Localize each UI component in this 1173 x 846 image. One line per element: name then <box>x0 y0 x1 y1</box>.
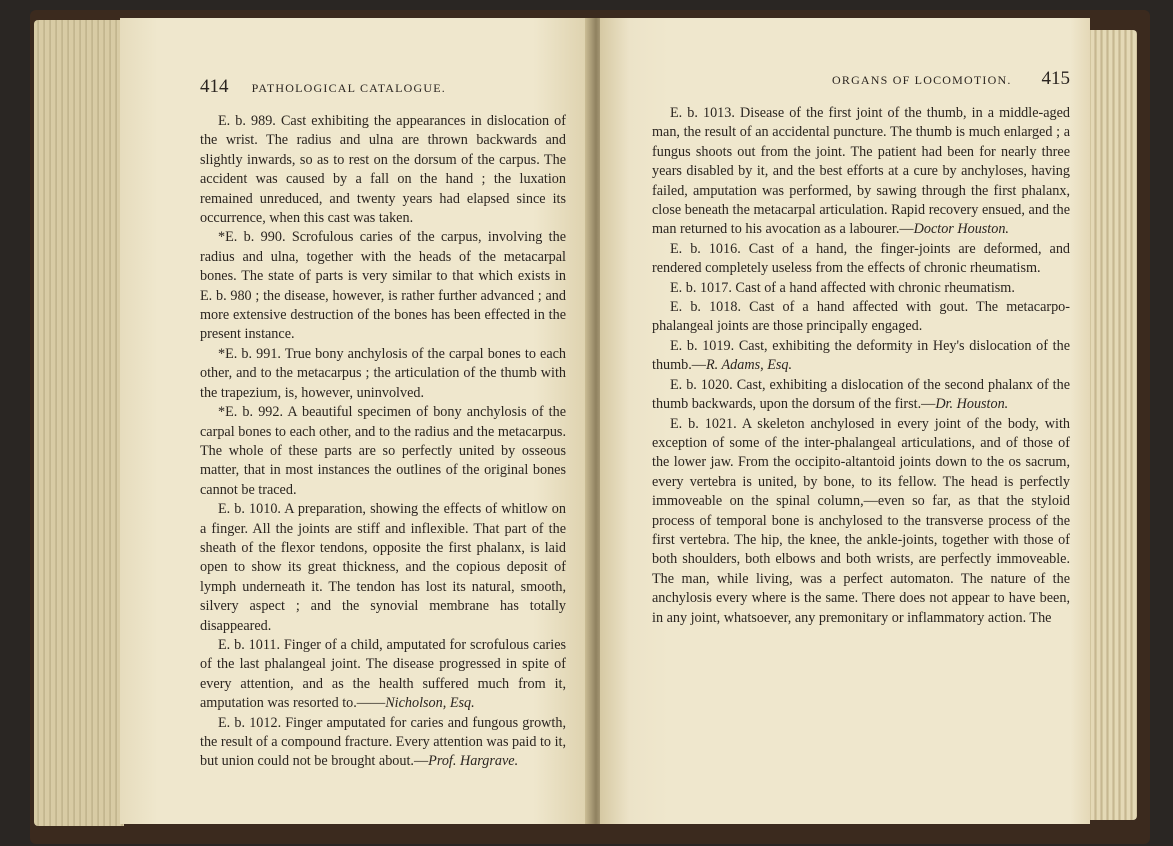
entry-reference: E. b. 989. <box>218 113 276 129</box>
entry-text: Cast, exhibiting a dislocation of the second phalanx of the thumb backwards, upon the dorsum of the first.— <box>652 376 1070 413</box>
catalogue-entry <box>652 376 1070 415</box>
catalogue-entry <box>652 298 1070 337</box>
entry-reference: *E. b. 990. <box>218 229 286 246</box>
entry-reference: *E. b. 991. <box>218 345 281 362</box>
entry-contributor: Dr. Houston. <box>935 396 1009 413</box>
catalogue-entry <box>652 337 1070 376</box>
entry-text: A preparation, showing the effects of whitlow on a finger. All the joints are stiff and inflexible. That part of the sheath of the flexor tendons, opposite the first phalanx, is laid open to show its great thickness, and the copious deposit of lymph underneath it. The tendon has lost its natural, smooth, silvery aspect ; and the synovial membrane has totally disappeared. <box>200 501 566 634</box>
entry-text: Cast, exhibiting the deformity in Hey's dislocation of the thumb.— <box>652 337 1070 374</box>
entry-contributor: Doctor Houston. <box>913 221 1009 238</box>
entry-reference: E. b. 1012. <box>218 714 282 731</box>
entry-reference: E. b. 1010. <box>218 501 281 518</box>
catalogue-entry <box>200 714 566 772</box>
entry-contributor: R. Adams, Esq. <box>706 357 793 374</box>
entry-reference: E. b. 1018. <box>670 299 742 316</box>
running-head <box>652 68 1070 94</box>
left-page <box>120 18 590 824</box>
entry-reference: E. b. 1019. <box>670 337 735 354</box>
entry-reference: E. b. 1016. <box>670 240 741 257</box>
entry-text: A skeleton anchylosed in every joint of the body, with exception of some of the inter-phalangeal articulations, and of those of the lower jaw. From the occipito-altantoid joints down to the os sacrum, every vertebra is united, by bone, to its fellow. The head is perfectly immoveable on the spinal column,—even so far, as that the styloid process of temporal bone is anchylosed to the transverse process of the first vertebra. The hip, the knee, the ankle-joints, together with those of both shoulders, both elbows and both wrists, are perfectly immoveable. The man, while living, was a perfect automaton. The nature of the anchylosis every where is the same. There does not appear to have been, in any joint, whatsoever, any premonitary or inflammatory action. The <box>652 415 1071 626</box>
entry-contributor: Prof. Hargrave. <box>428 753 519 770</box>
catalogue-entry <box>200 500 566 636</box>
page-edges-right <box>1085 30 1137 820</box>
catalogue-entry <box>200 636 566 714</box>
catalogue-entry <box>200 228 566 344</box>
entry-reference: E. b. 1021. <box>670 415 737 432</box>
catalogue-entry <box>652 279 1070 298</box>
catalogue-entry <box>200 345 566 403</box>
left-page-text <box>200 112 566 772</box>
entry-text: Cast of a hand affected with chronic rheumatism. <box>735 279 1015 296</box>
page-number: 415 <box>1041 68 1070 89</box>
entry-text: Cast exhibiting the appearances in dislocation of the wrist. The radius and ulna are thrown backwards and slightly inwards, so as to rest on the dorsum of the carpus. The accident was caused by a fall on the hand ; the luxation remained unreduced, and twenty years had elapsed since its occurrence, when this cast was taken. <box>200 113 566 227</box>
entry-contributor: Nicholson, Esq. <box>385 695 475 712</box>
running-head-title: PATHOLOGICAL CATALOGUE. <box>251 81 446 95</box>
entry-reference: E. b. 1017. <box>670 279 732 296</box>
right-page <box>600 18 1090 824</box>
page-number: 414 <box>200 76 229 97</box>
entry-text: Scrofulous caries of the carpus, involving the radius and ulna, together with the heads of the metacarpal bones. The state of parts is very similar to that which exists in E. b. 980 ; the disease, however, is rather further advanced ; and more extensive destruction of the bones has been effected in the present instance. <box>200 229 567 343</box>
entry-text: True bony anchylosis of the carpal bones to each other, and to the metacarpus ; the articulation of the thumb with the trapezium, is, however, uninvolved. <box>200 345 567 401</box>
entry-text: Finger amputated for caries and fungous growth, the result of a compound fracture. Every attention was paid to it, but union could not be brought about.— <box>200 714 567 770</box>
entry-reference: E. b. 1011. <box>218 636 281 653</box>
right-page-text <box>652 104 1070 628</box>
entry-reference: E. b. 1013. <box>670 105 735 121</box>
catalogue-entry <box>652 240 1070 279</box>
running-head-title: ORGANS OF LOCOMOTION. <box>832 73 1012 87</box>
page-edges-left <box>34 20 124 826</box>
running-head <box>200 76 566 102</box>
entry-reference: E. b. 1020. <box>670 376 733 393</box>
catalogue-entry <box>652 415 1070 628</box>
entry-reference: *E. b. 992. <box>218 404 284 421</box>
catalogue-entry <box>200 112 566 228</box>
entry-text: Disease of the first joint of the thumb, in a middle-aged man, the result of an accidental puncture. The thumb is much enlarged ; a fungus shoots out from the joint. The patient had been for nearly three years disabled by it, and the best efforts at a cure by anchyloses, having failed, amputation was performed, by sawing through the first phalanx, close beneath the metacarpal articulation. Rapid recovery ensued, and the man returned to his avocation as a labourer.— <box>652 105 1071 238</box>
entry-text: Cast of a hand affected with gout. The metacarpo-phalangeal joints are those principally engaged. <box>652 299 1071 335</box>
catalogue-entry <box>652 104 1070 240</box>
entry-text: Finger of a child, amputated for scrofulous caries of the last phalangeal joint. The disease progressed in spite of every attention, and as the health suffered much from it, amputation was resorted to.—— <box>200 636 567 712</box>
entry-text: Cast of a hand, the finger-joints are deformed, and rendered completely useless from the effects of chronic rheumatism. <box>652 240 1071 277</box>
entry-text: A beautiful specimen of bony anchylosis of the carpal bones to each other, and to the radius and the metacarpus. The whole of these parts are so perfectly united by osseous matter, that in most instances the outlines of the original bones cannot be traced. <box>200 404 567 498</box>
catalogue-entry <box>200 403 566 500</box>
